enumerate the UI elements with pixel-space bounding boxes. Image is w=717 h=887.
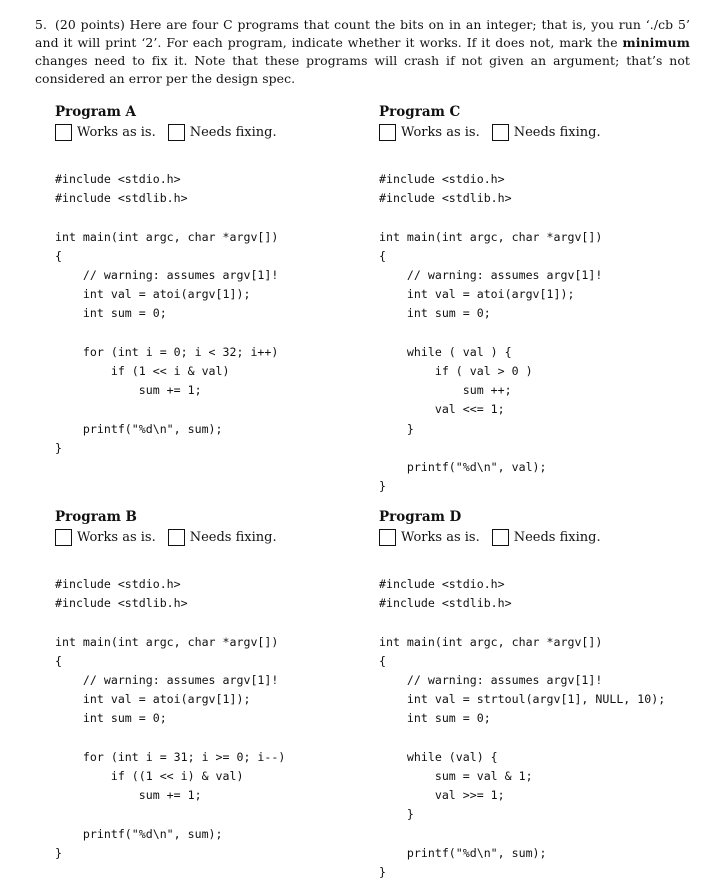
program-d-title: Program D — [379, 509, 462, 525]
program-c-code: #include <stdio.h> #include <stdlib.h> int main(int argc, char *argv[]) { // warning: assumes argv[1]! int val = atoi(argv[1]); int sum = 0; while ( val ) { if ( val > 0 ) sum ++; val <<= 1; } printf("%d\n", val); } — [379, 172, 603, 494]
program-c-works-checkbox[interactable] — [379, 124, 396, 141]
program-c-works-option[interactable] — [379, 124, 480, 141]
program-b-needs-fixing-option[interactable] — [168, 529, 277, 546]
program-a-code: #include <stdio.h> #include <stdlib.h> int main(int argc, char *argv[]) { // warning: assumes argv[1]! int val = atoi(argv[1]); int sum = 0; for (int i = 0; i < 32; i++) if (1 << i & val) sum += 1; printf("%d\n", sum); } — [55, 172, 279, 455]
program-c-works-label: Works as is. — [401, 124, 480, 140]
program-a-options — [55, 121, 395, 143]
program-a-works-option[interactable] — [55, 124, 156, 141]
question-text-part-1: Here are four C programs that count the bits on in an integer; that is, you run ‘./cb 5’ and it will print ‘2’. For each program, indicate whether it works. If it does not, mark the — [35, 17, 690, 50]
program-b-code: #include <stdio.h> #include <stdlib.h> int main(int argc, char *argv[]) { // warning: assumes argv[1]! int val = atoi(argv[1]); int sum = 0; for (int i = 31; i >= 0; i--) if ((1 << i) & val) sum += 1; printf("%d\n", sum); } — [55, 577, 286, 860]
question-text — [35, 16, 690, 88]
program-a-works-label: Works as is. — [77, 124, 156, 140]
program-a — [55, 104, 395, 458]
program-a-needs-fixing-checkbox[interactable] — [168, 124, 185, 141]
program-b-works-option[interactable] — [55, 529, 156, 546]
program-d-needs-fixing-checkbox[interactable] — [492, 529, 509, 546]
program-b-needs-fixing-label: Needs fixing. — [189, 529, 277, 545]
program-c — [379, 104, 717, 496]
program-b-options — [55, 526, 395, 548]
program-a-works-checkbox[interactable] — [55, 124, 72, 141]
program-d-needs-fixing-label: Needs fixing. — [513, 529, 601, 545]
program-d-needs-fixing-option[interactable] — [492, 529, 601, 546]
program-b-needs-fixing-checkbox[interactable] — [168, 529, 185, 546]
program-a-needs-fixing-option[interactable] — [168, 124, 277, 141]
program-b — [55, 509, 395, 863]
program-d-works-option[interactable] — [379, 529, 480, 546]
program-c-needs-fixing-option[interactable] — [492, 124, 601, 141]
question-points: (20 points) — [55, 17, 125, 32]
question-bold-word: minimum — [622, 35, 690, 50]
program-d — [379, 509, 717, 882]
question-text-part-2: changes need to fix it. Note that these programs will crash if not given an argument; that’s not considered an error per the design spec. — [35, 53, 690, 86]
program-d-code: #include <stdio.h> #include <stdlib.h> int main(int argc, char *argv[]) { // warning: assumes argv[1]! int val = strtoul(argv[1], NULL, 10); int sum = 0; while (val) { sum = val & 1; val >>= 1; } printf("%d\n", sum); } — [379, 577, 666, 880]
question-number: 5. — [35, 17, 48, 32]
program-c-title: Program C — [379, 104, 461, 120]
program-b-works-checkbox[interactable] — [55, 529, 72, 546]
program-b-works-label: Works as is. — [77, 529, 156, 545]
program-b-title: Program B — [55, 509, 137, 525]
program-d-works-label: Works as is. — [401, 529, 480, 545]
program-a-needs-fixing-label: Needs fixing. — [189, 124, 277, 140]
program-d-works-checkbox[interactable] — [379, 529, 396, 546]
program-c-needs-fixing-label: Needs fixing. — [513, 124, 601, 140]
program-d-options — [379, 526, 717, 548]
program-a-title: Program A — [55, 104, 137, 120]
program-c-options — [379, 121, 717, 143]
program-c-needs-fixing-checkbox[interactable] — [492, 124, 509, 141]
